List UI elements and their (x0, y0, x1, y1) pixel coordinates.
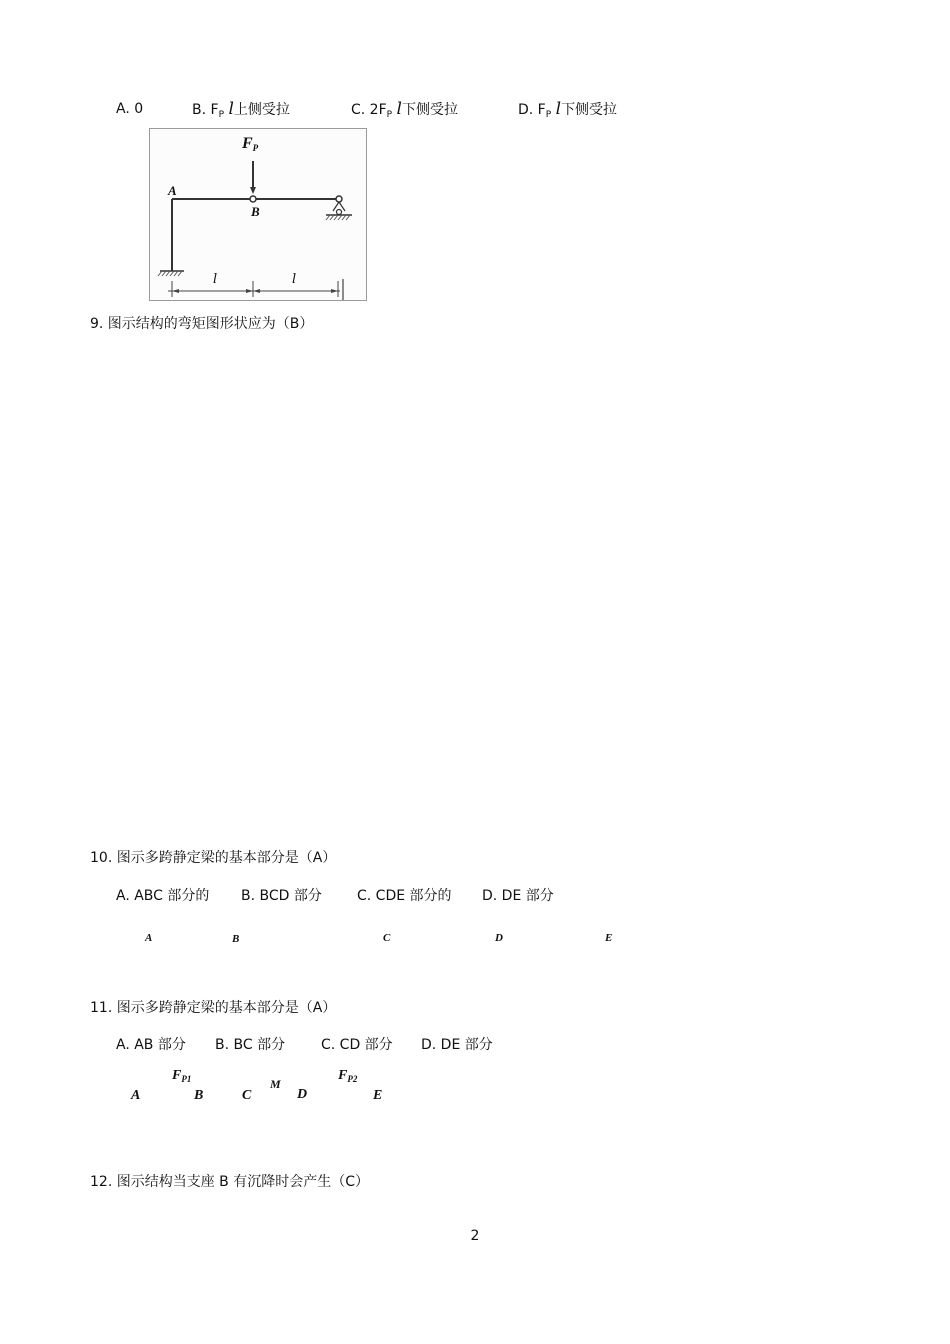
q8-option-b-var: l (228, 99, 234, 119)
q11-label-a: A (131, 1088, 141, 1103)
q10-label-a: A (145, 932, 153, 944)
question-12: 12. 图示结构当支座 B 有沉降时会产生（C） (90, 1174, 369, 1190)
page-number: 2 (470, 1228, 480, 1244)
q11-moment-m: M (270, 1077, 281, 1091)
q8-option-b-prefix: B. F (192, 102, 219, 118)
q11-load-fp2: $F_{P2}$ (338, 1068, 358, 1084)
q11-label-e: E (373, 1088, 383, 1103)
frame-structure-figure (149, 128, 367, 301)
q11-option-d: D. DE 部分 (421, 1037, 493, 1053)
point-b-label: B (251, 204, 260, 219)
q11-option-a: A. AB 部分 (116, 1037, 186, 1053)
q8-option-d-var: l (555, 99, 562, 119)
q10-option-b: B. BCD 部分 (241, 888, 322, 904)
roller-wheel (337, 210, 342, 215)
q8-option-b-suffix: 上侧受拉 (233, 102, 290, 118)
q8-option-a: A. 0 (116, 101, 144, 117)
q8-option-d (518, 99, 617, 120)
q11-label-b: B (194, 1088, 204, 1103)
q10-option-d: D. DE 部分 (482, 888, 554, 904)
load-arrowhead (250, 187, 256, 194)
q11-option-b: B. BC 部分 (215, 1037, 286, 1053)
q8-option-c (351, 99, 458, 120)
q8-option-d-prefix: D. F (518, 102, 546, 118)
q10-label-c: C (383, 932, 391, 944)
q11-load-fp1: $F_{P1}$ (172, 1068, 192, 1084)
span-2-label: l (292, 272, 297, 287)
q10-option-a: A. ABC 部分的 (116, 888, 210, 904)
hinge-b (250, 196, 256, 202)
span-1-label: l (213, 272, 218, 287)
q8-option-c-var: l (396, 99, 402, 119)
q8-option-b-sub: P (218, 110, 224, 120)
q10-label-e: E (605, 932, 613, 944)
q8-option-d-suffix: 下侧受拉 (561, 102, 618, 118)
q8-option-c-prefix: C. 2F (351, 102, 387, 118)
q11-option-c: C. CD 部分 (321, 1037, 393, 1053)
roller-pin (336, 196, 342, 202)
load-label: FP (242, 135, 259, 153)
q11-label-c: C (242, 1088, 252, 1103)
q11-label-d: D (297, 1087, 308, 1102)
q8-option-c-suffix: 下侧受拉 (401, 102, 458, 118)
q8-option-c-sub: P (386, 110, 393, 120)
q10-option-c: C. CDE 部分的 (357, 888, 452, 904)
question-10: 10. 图示多跨静定梁的基本部分是（A） (90, 850, 337, 866)
point-a-label: A (168, 183, 177, 198)
q8-option-d-sub: P (545, 110, 552, 120)
q10-label-d: D (495, 932, 503, 944)
q10-label-b: B (232, 933, 240, 945)
question-9: 9. 图示结构的弯矩图形状应为（B） (90, 316, 314, 332)
question-11: 11. 图示多跨静定梁的基本部分是（A） (90, 1000, 337, 1016)
q8-option-b (192, 99, 290, 120)
